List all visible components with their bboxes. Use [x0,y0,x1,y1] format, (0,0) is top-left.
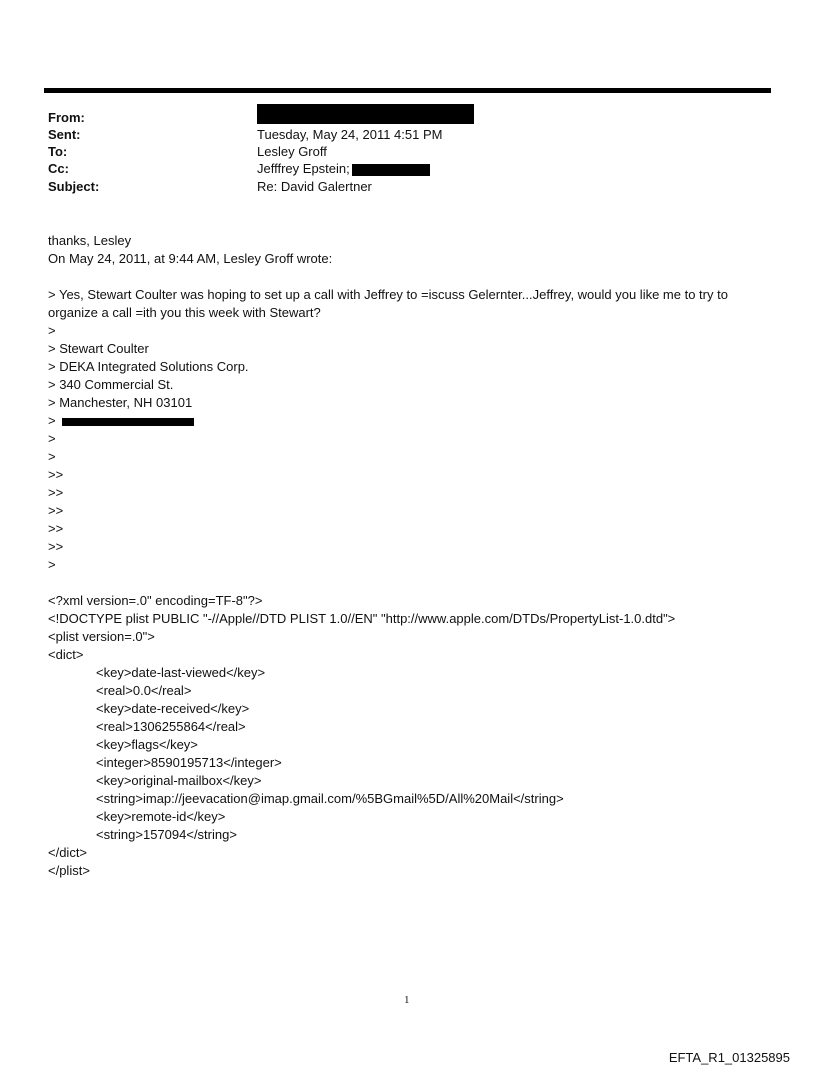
signature-company: > DEKA Integrated Solutions Corp. [48,359,249,374]
dict-entry: <real>1306255864</real> [96,719,246,734]
dict-open: <dict> [48,647,84,662]
header-rule [44,88,771,93]
plist-open: <plist version=.0"> [48,629,155,644]
body-line: On May 24, 2011, at 9:44 AM, Lesley Groff wrote: [48,251,333,266]
body-line: >> [48,503,64,518]
body-line: > [48,431,56,446]
cc-redaction [352,164,430,176]
cc-value: Jefffrey Epstein; [257,161,350,176]
body-line: > [48,323,56,338]
subject-value: Re: David Galertner [257,179,372,194]
dict-entry: <string>imap://jeevacation@imap.gmail.com/%5BGmail%5D/All%20Mail</string> [96,791,564,806]
document-id: EFTA_R1_01325895 [668,1050,790,1065]
sent-label: Sent: [48,127,81,142]
body-line [48,574,778,592]
from-label: From: [48,110,85,125]
dict-entry: <key>flags</key> [96,737,198,752]
dict-entry: <key>date-received</key> [96,701,250,716]
dict-entry: <key>original-mailbox</key> [96,773,262,788]
subject-label: Subject: [48,179,100,194]
body-line: >> [48,485,64,500]
dict-entry: <key>remote-id</key> [96,809,226,824]
xml-declaration: <?xml version=.0" encoding=TF-8"?> [48,593,263,608]
body-line: > [48,449,56,464]
signature-phone-redacted [48,412,778,430]
body-line: thanks, Lesley [48,233,132,248]
body-line: >> [48,521,64,536]
body-line [48,268,778,286]
body-line: > [48,557,56,572]
cc-label: Cc: [48,161,69,176]
signature-name: > Stewart Coulter [48,341,149,356]
dict-close: </dict> [48,845,88,860]
doctype-line: <!DOCTYPE plist PUBLIC "-//Apple//DTD PLIST 1.0//EN" "http://www.apple.com/DTDs/PropertyList-1.0.dtd"> [48,611,676,626]
dict-entry: <string>157094</string> [96,827,237,842]
dict-entry: <real>0.0</real> [96,683,192,698]
from-value-redacted [257,104,474,124]
quoted-message: > Yes, Stewart Coulter was hoping to set up a call with Jeffrey to =iscuss Gelernter...Jeffrey, would you like me to try to organize a call =ith you this week with Stewart? [48,287,728,320]
page-number: 1 [404,994,410,1006]
dict-entry: <key>date-last-viewed</key> [96,665,266,680]
email-body [48,232,778,880]
to-label: To: [48,144,68,159]
dict-entry: <integer>8590195713</integer> [96,755,282,770]
to-value: Lesley Groff [257,144,327,159]
plist-close: </plist> [48,863,90,878]
signature-address: > 340 Commercial St. [48,377,174,392]
cc-value-wrap [257,160,430,177]
phone-redaction [62,418,194,426]
phone-prefix: > [48,413,60,428]
body-line: >> [48,467,64,482]
body-line: >> [48,539,64,554]
signature-city: > Manchester, NH 03101 [48,395,193,410]
sent-value: Tuesday, May 24, 2011 4:51 PM [257,127,443,142]
